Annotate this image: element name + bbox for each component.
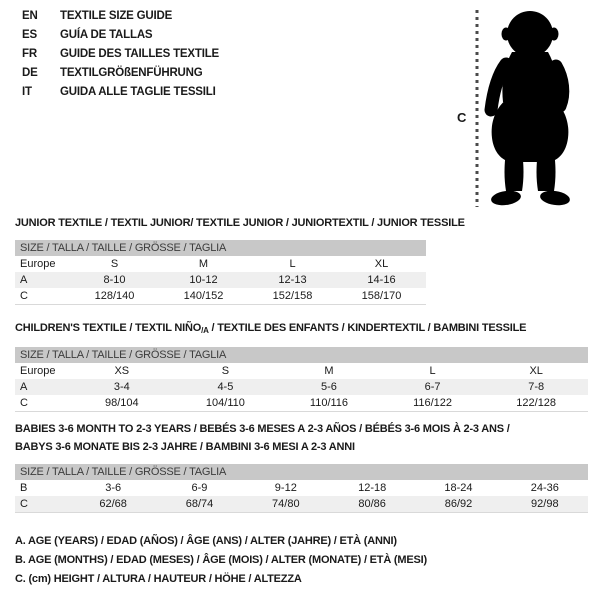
row-label: A	[20, 381, 28, 393]
age-cell: 5-6	[321, 381, 337, 393]
size-cell: M	[324, 365, 334, 377]
height-cell: 110/116	[309, 397, 349, 409]
size-header-bar: SIZE / TALLA / TAILLE / GRÖSSE / TAGLIA	[15, 240, 426, 256]
row-label: Europe	[20, 365, 56, 377]
note-height: C. (cm) HEIGHT / ALTURA / HAUTEUR / HÖHE / ALTEZZA	[15, 573, 302, 585]
height-cell: 98/104	[104, 397, 139, 409]
lang-code: DE	[22, 67, 38, 79]
lang-row-fr	[22, 45, 219, 64]
table-row	[15, 288, 426, 304]
months-cell: 9-12	[274, 482, 297, 494]
height-cell: 128/140	[94, 290, 135, 302]
note-age-months: B. AGE (MONTHS) / EDAD (MESES) / ÂGE (MOIS) / ALTER (MONATE) / ETÀ (MESI)	[15, 554, 427, 566]
age-cell: 3-4	[113, 381, 130, 393]
height-cell: 152/158	[272, 290, 313, 302]
height-cell: 68/74	[185, 498, 214, 510]
children-size-table	[15, 347, 588, 412]
months-cell: 3-6	[105, 482, 122, 494]
row-label: C	[20, 290, 28, 302]
row-label: C	[20, 498, 28, 510]
title-part: CHILDREN'S TEXTILE / TEXTIL NIÑO	[15, 322, 202, 334]
size-cell: XS	[114, 365, 130, 377]
table-row	[15, 395, 588, 411]
lang-code: ES	[22, 29, 37, 41]
table-row	[15, 480, 588, 496]
row-label: A	[20, 274, 28, 286]
note-age-years: A. AGE (YEARS) / EDAD (AÑOS) / ÂGE (ANS) / ALTER (JAHRE) / ETÀ (ANNI)	[15, 535, 397, 547]
lang-row-es	[22, 26, 219, 45]
section-title-junior: JUNIOR TEXTILE / TEXTIL JUNIOR/ TEXTILE JUNIOR / JUNIORTEXTIL / JUNIOR TESSILE	[15, 217, 465, 229]
row-label: C	[20, 397, 28, 409]
babies-title-line1: BABIES 3-6 MONTH TO 2-3 YEARS / BEBÉS 3-6 MESES A 2-3 AÑOS / BÉBÉS 3-6 MOIS À 2-3 ANS /	[15, 423, 510, 435]
lang-code: EN	[22, 10, 38, 22]
section-title-children	[15, 319, 526, 340]
size-cell: S	[110, 258, 119, 270]
lang-title: GUÍA DE TALLAS	[60, 29, 153, 41]
lang-title: TEXTILE SIZE GUIDE	[60, 10, 173, 22]
size-header-bar: SIZE / TALLA / TAILLE / GRÖSSE / TAGLIA	[15, 464, 588, 480]
height-cell: 62/68	[99, 498, 127, 510]
lang-title: TEXTILGRÖßENFÜHRUNG	[60, 67, 203, 79]
height-cell: 86/92	[444, 498, 473, 510]
table-row	[15, 256, 426, 272]
height-cell: 158/170	[361, 290, 402, 302]
size-cell: S	[221, 365, 230, 377]
table-row	[15, 363, 588, 379]
size-cell: XL	[374, 258, 389, 270]
months-cell: 18-24	[444, 482, 473, 494]
age-cell: 4-5	[217, 381, 234, 393]
months-cell: 24-36	[530, 482, 559, 494]
size-cell: XL	[529, 365, 543, 377]
table-row	[15, 496, 588, 512]
age-cell: 6-7	[424, 381, 441, 393]
months-cell: 12-18	[358, 482, 387, 494]
babies-size-table	[15, 464, 588, 513]
height-cell: 80/86	[358, 498, 386, 510]
baby-figure	[448, 4, 588, 214]
table-row	[15, 379, 588, 395]
age-cell: 7-8	[528, 381, 545, 393]
toddler-shape	[490, 11, 571, 207]
months-cell: 6-9	[191, 482, 208, 494]
age-cell: 10-12	[189, 274, 218, 286]
age-cell: 8-10	[103, 274, 126, 286]
age-cell: 14-16	[367, 274, 396, 286]
height-cell: 122/128	[516, 397, 557, 409]
size-header-bar: SIZE / TALLA / TAILLE / GRÖSSE / TAGLIA	[15, 347, 588, 363]
height-cell: 74/80	[272, 498, 300, 510]
size-cell: L	[429, 365, 436, 377]
table-row	[15, 272, 426, 288]
title-part: / TEXTILE DES ENFANTS / KINDERTEXTIL / BAMBINI TESSILE	[208, 322, 527, 334]
lang-row-en	[22, 7, 219, 26]
row-label: Europe	[20, 258, 56, 270]
height-cell: 104/110	[205, 397, 245, 409]
babies-title-line2: BABYS 3-6 MONATE BIS 2-3 JAHRE / BAMBINI 3-6 MESI A 2-3 ANNI	[15, 441, 355, 453]
baby-silhouette-icon	[448, 4, 588, 214]
height-cell: 92/98	[531, 498, 559, 510]
lang-code: IT	[22, 86, 32, 98]
height-cell: 140/152	[183, 290, 224, 302]
lang-title: GUIDA ALLE TAGLIE TESSILI	[60, 86, 216, 98]
section-title-babies	[15, 420, 510, 456]
lang-row-de	[22, 64, 219, 83]
size-cell: M	[198, 258, 209, 270]
row-label: B	[20, 482, 28, 494]
language-title-list	[22, 7, 219, 102]
lang-title: GUIDE DES TAILLES TEXTILE	[60, 48, 219, 60]
height-cell: 116/122	[413, 397, 453, 409]
title-subscript: /A	[201, 326, 209, 335]
lang-code: FR	[22, 48, 37, 60]
measure-label: C	[457, 110, 467, 125]
lang-row-it	[22, 83, 219, 102]
age-cell: 12-13	[278, 274, 307, 286]
junior-size-table	[15, 240, 426, 305]
size-cell: L	[289, 258, 296, 270]
legend-notes	[15, 532, 427, 589]
